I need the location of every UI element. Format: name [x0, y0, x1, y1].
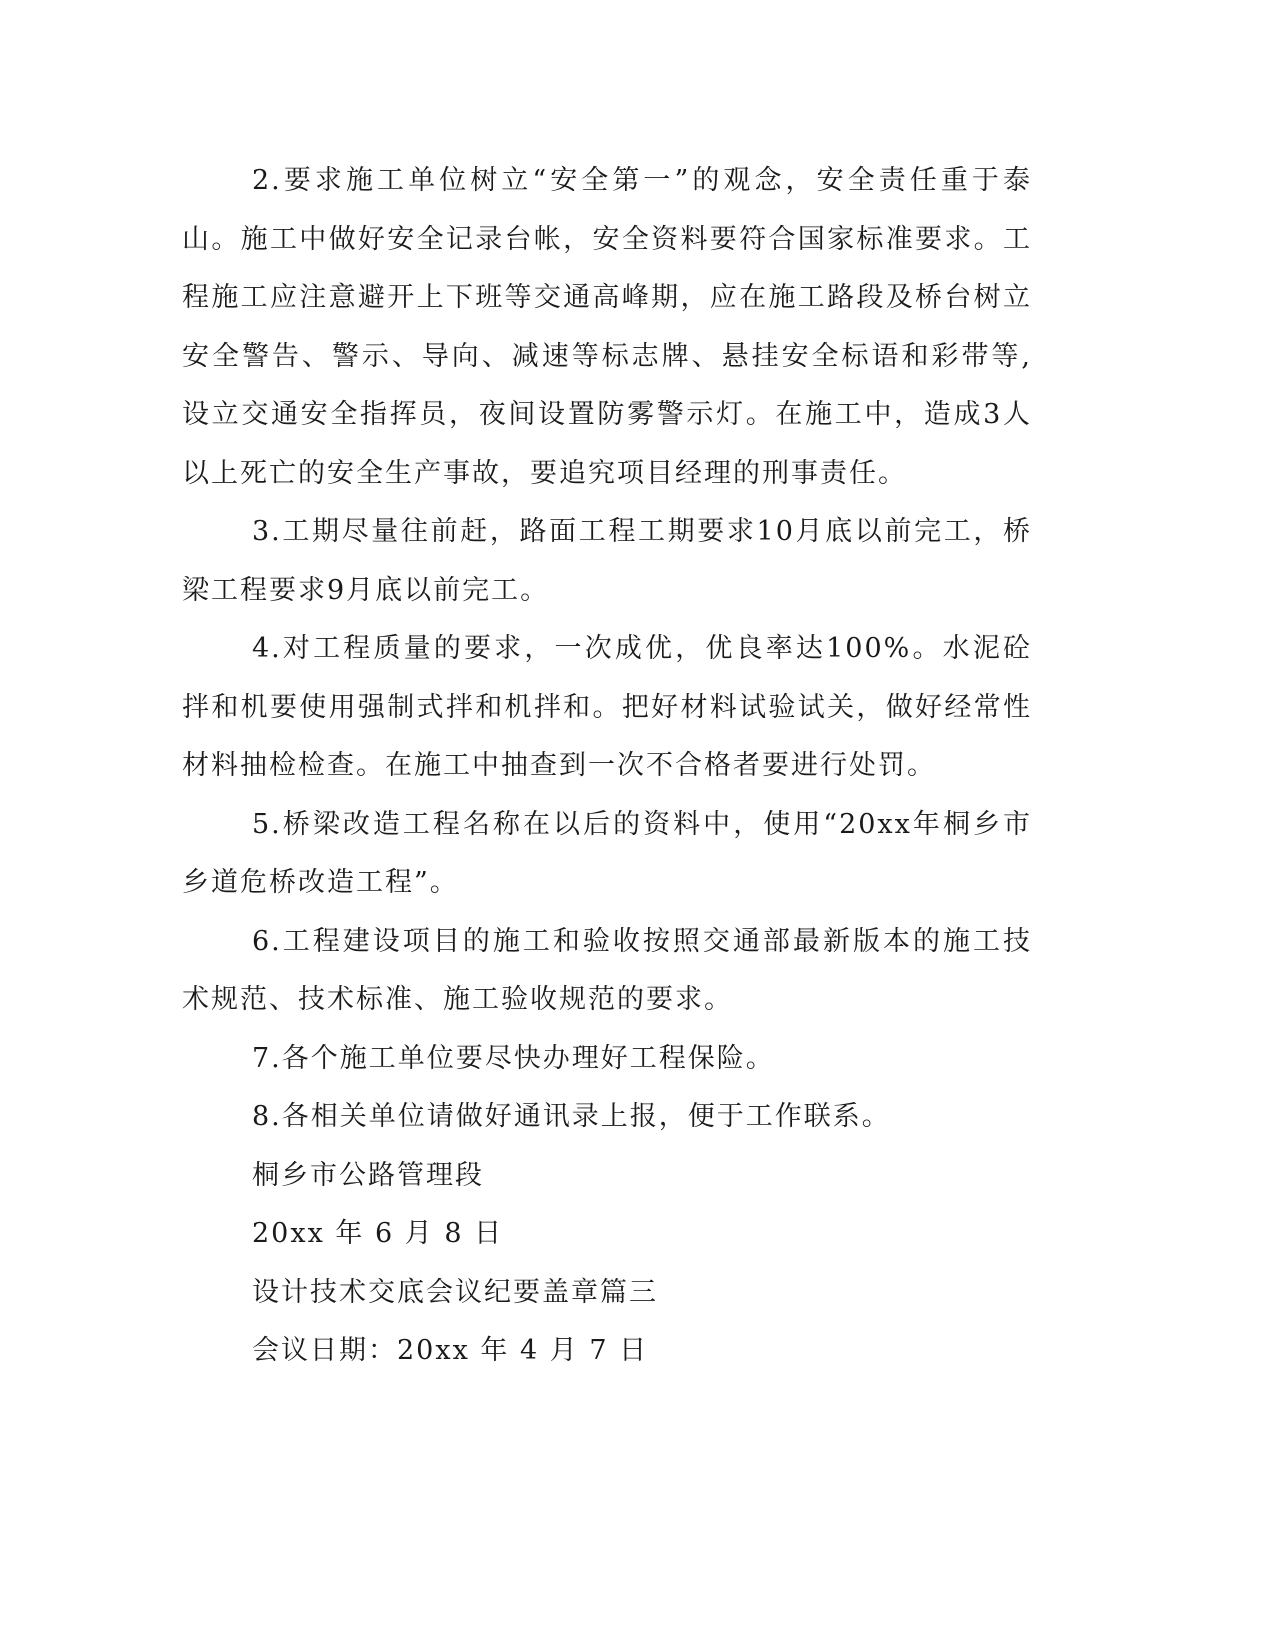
paragraph-contacts: 8.各相关单位请做好通讯录上报，便于工作联系。 [252, 1101, 891, 1132]
paragraph-project-name: 5.桥梁改造工程名称在以后的资料中，使用“20xx年桐乡市乡道危桥改造工程”。 [182, 808, 1032, 898]
section-title: 设计技术交底会议纪要盖章篇三 [252, 1276, 658, 1308]
meeting-date: 会议日期：20xx 年 4 月 7 日 [252, 1335, 649, 1366]
paragraph-quality: 4.对工程质量的要求，一次成优，优良率达100%。水泥砼拌和机要使用强制式拌和机拌和。把好材料试验试关，做好经常性材料抽检检查。在施工中抽查到一次不合格者要进行处罚。 [182, 633, 1032, 781]
paragraph-safety: 2.要求施工单位树立“安全第一”的观念，安全责任重于泰山。施工中做好安全记录台帐，安全资料要符合国家标准要求。工程施工应注意避开上下班等交通高峰期，应在施工路段及桥台树立安全警告、警示、导向、减速等标志牌、悬挂安全标语和彩带等,设立交通安全指挥员，夜间设置防雾警示灯。在施工中，造成3人以上死亡的安全生产事故，要追究项目经理的刑事责任。 [182, 165, 1032, 489]
paragraph-insurance: 7.各个施工单位要尽快办理好工程保险。 [252, 1042, 775, 1074]
signature-date: 20xx 年 6 月 8 日 [252, 1218, 504, 1249]
paragraph-schedule: 3.工期尽量往前赶，路面工程工期要求10月底以前完工，桥梁工程要求9月底以前完工。 [182, 516, 1032, 606]
document-body [182, 152, 1032, 1381]
paragraph-standards: 6.工程建设项目的施工和验收按照交通部最新版本的施工技术规范、技术标准、施工验收规范的要求。 [182, 925, 1032, 1015]
signature-organization: 桐乡市公路管理段 [252, 1159, 484, 1191]
